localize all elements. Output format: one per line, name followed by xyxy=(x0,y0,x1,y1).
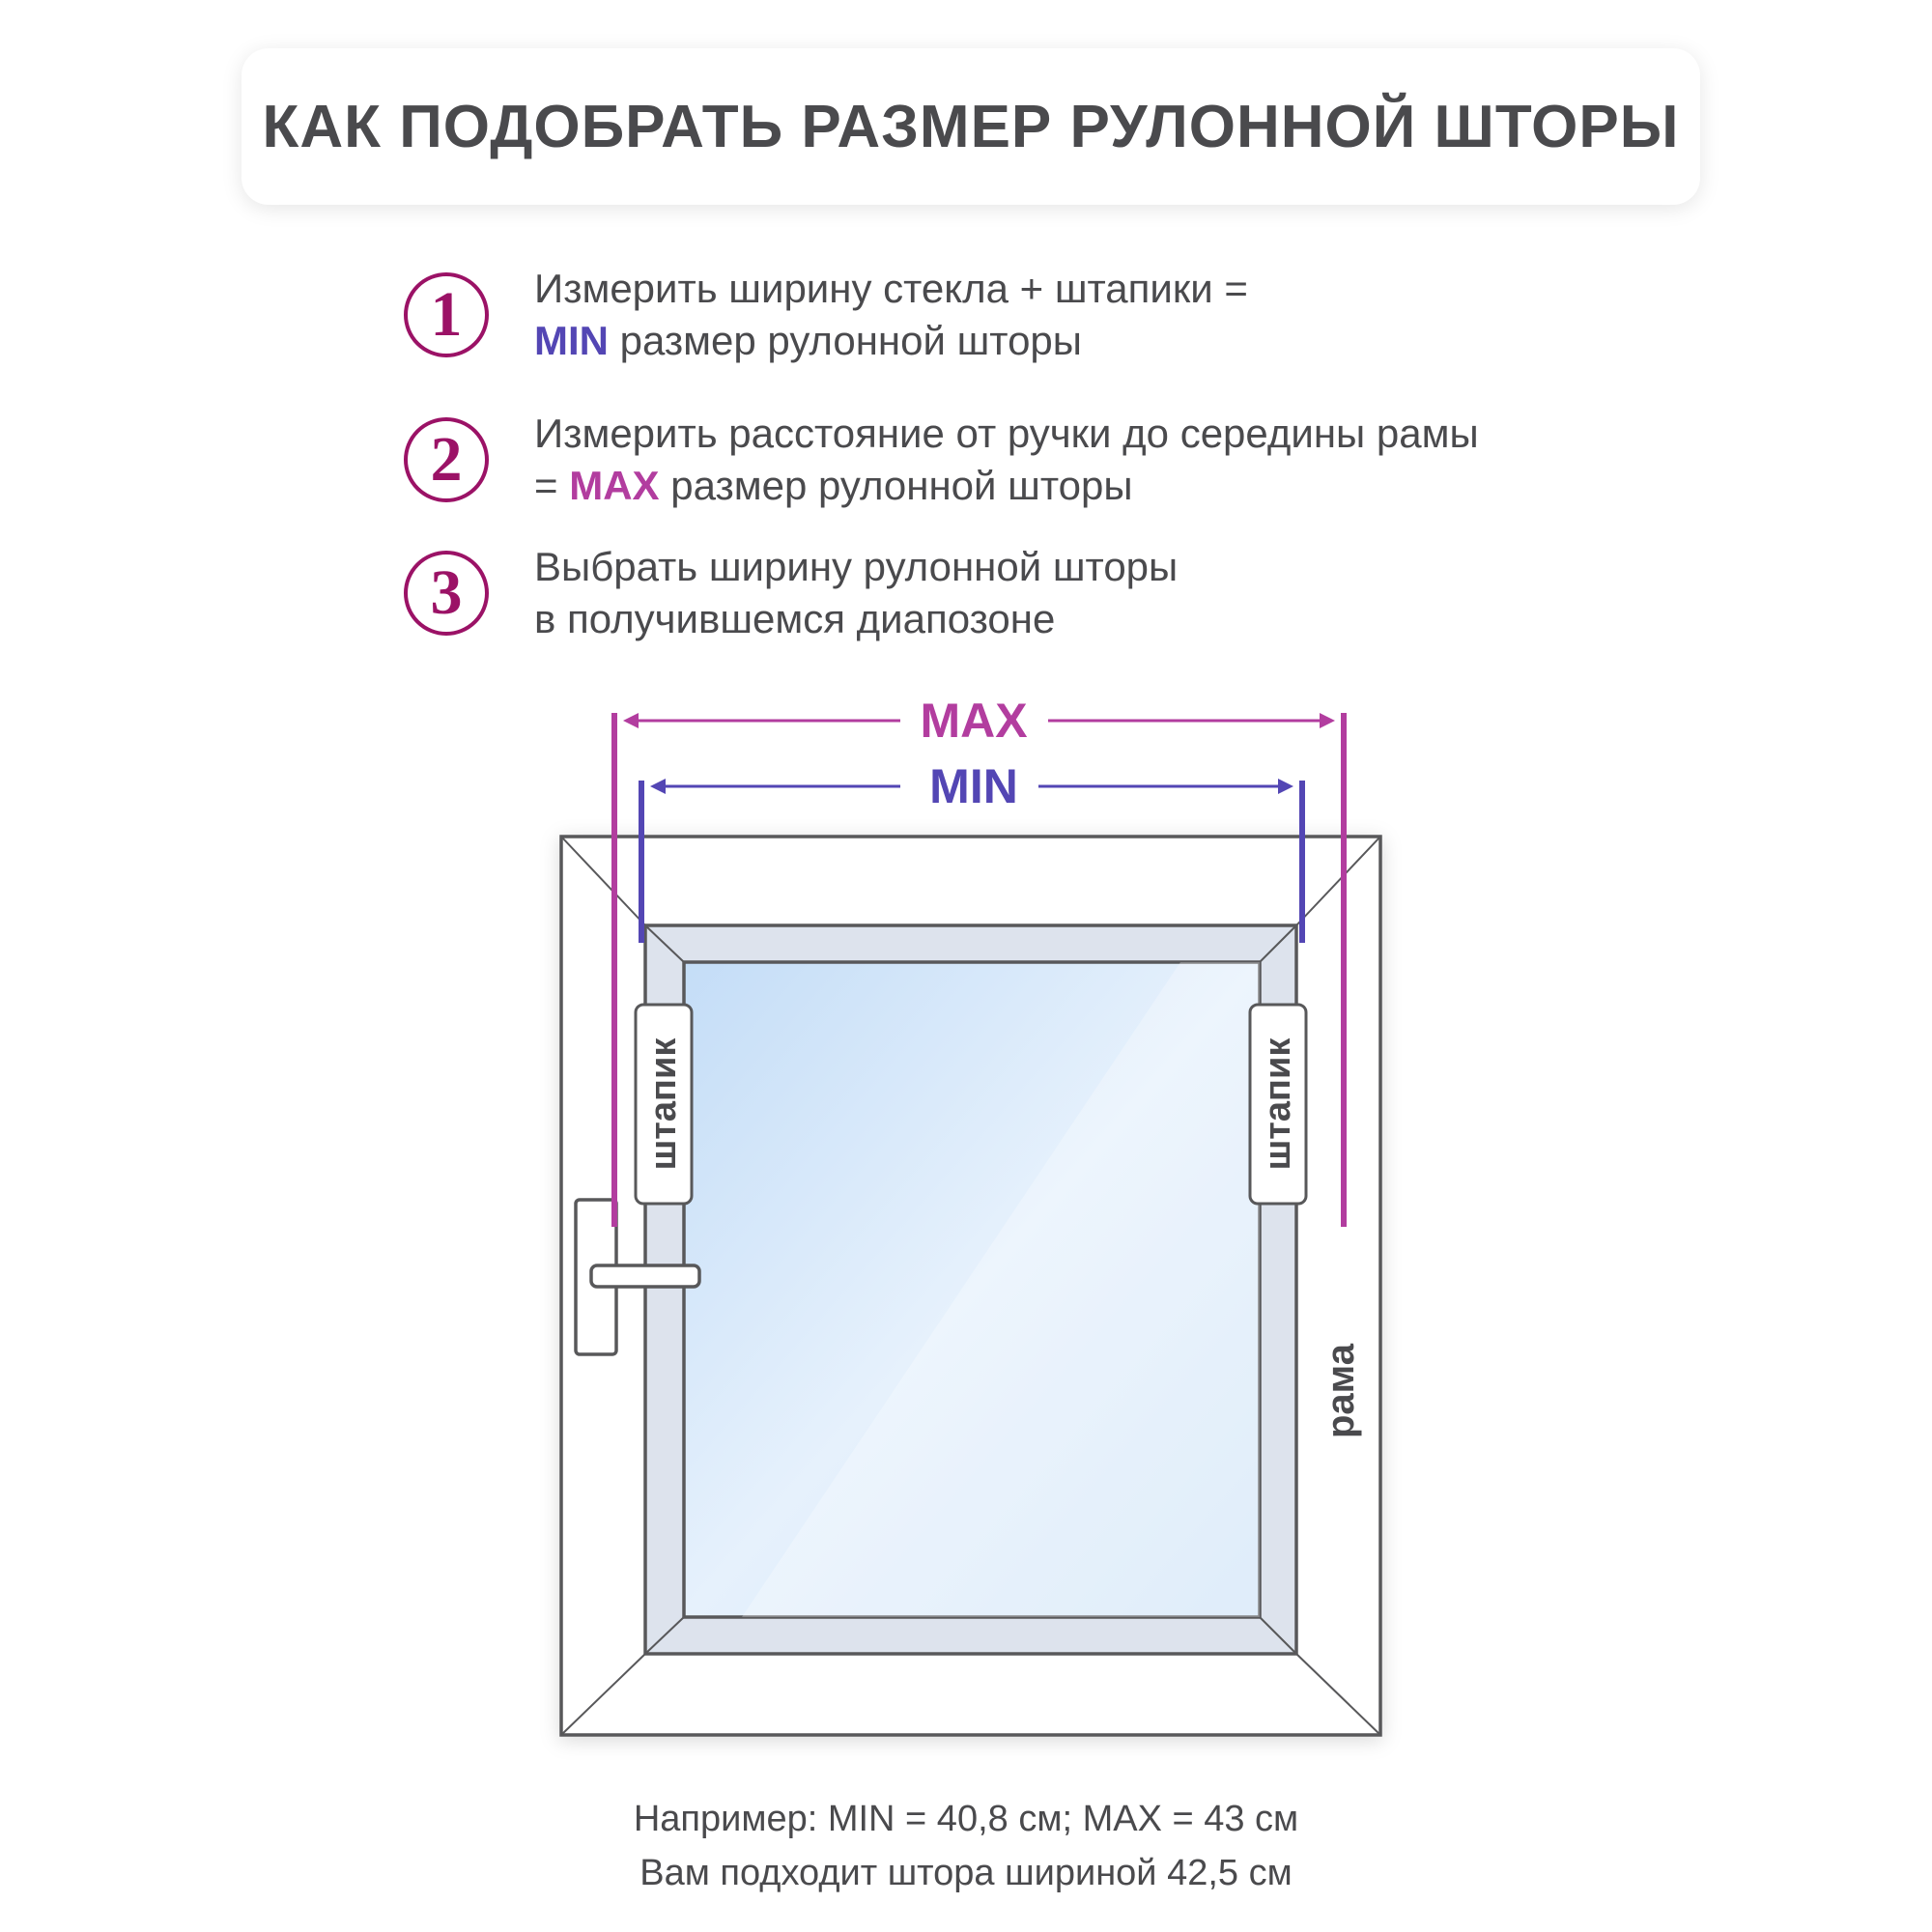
max-arrowhead-left-icon xyxy=(623,713,639,728)
step-3-line2: в получившемся диапозоне xyxy=(534,596,1056,641)
step-number-badge: 2 xyxy=(404,417,489,502)
result-line: Вам подходит штора шириной 42,5 см xyxy=(639,1853,1293,1893)
step-1-line1: Измерить ширину стекла + штапики = xyxy=(534,266,1248,311)
min-keyword: MIN xyxy=(534,318,609,363)
step-number-badge: 1 xyxy=(404,272,489,357)
step-3-line1: Выбрать ширину рулонной шторы xyxy=(534,544,1179,589)
example-line: Например: MIN = 40,8 см; MAX = 43 см xyxy=(633,1799,1299,1839)
step-number-badge: 3 xyxy=(404,551,489,636)
step-2-line1: Измерить расстояние от ручки до середины рамы xyxy=(534,411,1479,456)
min-arrowhead-left-icon xyxy=(650,779,666,794)
step-2-prefix: = xyxy=(534,463,570,508)
max-keyword: MAX xyxy=(569,463,660,508)
min-arrowhead-right-icon xyxy=(1278,779,1293,794)
frame-label: рама xyxy=(1320,1344,1362,1438)
step-2-line2: размер рулонной шторы xyxy=(659,463,1133,508)
bead-label-left: штапик xyxy=(643,1037,684,1171)
min-label: MIN xyxy=(929,759,1018,813)
bead-label-right: штапик xyxy=(1258,1037,1298,1171)
max-label: MAX xyxy=(920,694,1028,748)
handle-lever-icon xyxy=(591,1265,699,1287)
max-arrowhead-right-icon xyxy=(1320,713,1335,728)
step-1-line2: размер рулонной шторы xyxy=(609,318,1082,363)
page-title: КАК ПОДОБРАТЬ РАЗМЕР РУЛОННОЙ ШТОРЫ xyxy=(262,93,1680,160)
